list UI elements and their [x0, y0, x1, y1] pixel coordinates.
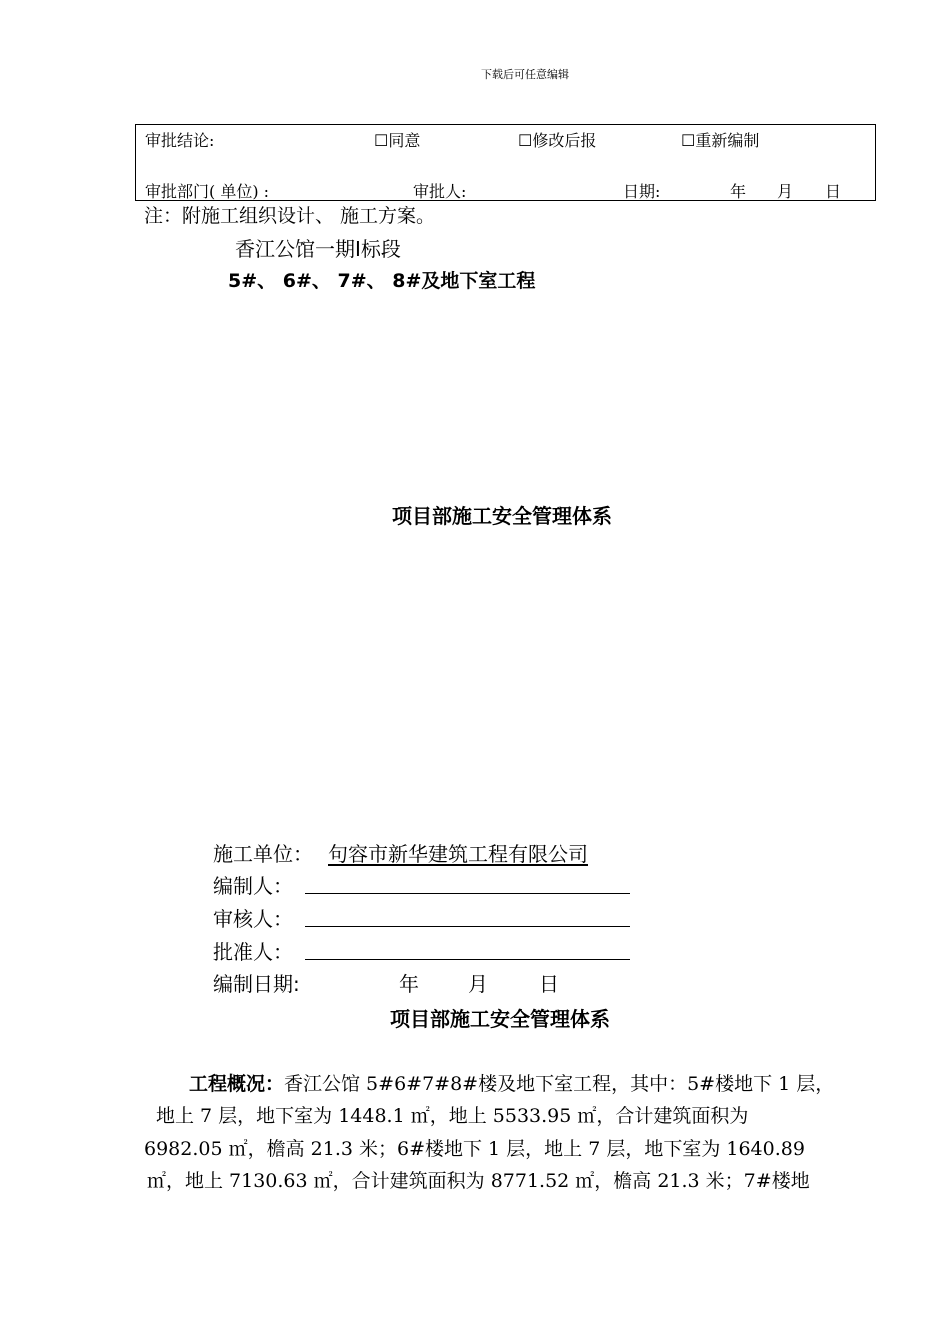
compiler-signature-line — [305, 893, 630, 894]
option-redo-checkbox[interactable]: ☐重新编制 — [681, 131, 760, 150]
overview-label: 工程概况： — [189, 1073, 285, 1095]
document-title: 项目部施工安全管理体系 — [392, 504, 612, 528]
page-header-note: 下载后可任意编辑 — [481, 68, 569, 81]
project-name-line1: 香江公馆一期Ⅰ标段 — [235, 237, 401, 261]
approver-label: 审批人: — [413, 182, 467, 201]
approver-signature-line — [305, 959, 630, 960]
reviewer-label: 审核人： — [213, 907, 293, 931]
project-name-line2: 5#、 6#、 7#、 8#及地下室工程 — [228, 270, 536, 292]
approver-sign-label: 批准人： — [213, 940, 293, 964]
compile-year: 年 — [399, 972, 419, 996]
approval-date-label: 日期: — [623, 182, 661, 201]
attachment-note: 注：附施工组织设计、 施工方案。 — [144, 205, 436, 227]
approval-year: 年 — [730, 182, 747, 201]
approval-day: 日 — [825, 182, 842, 201]
option-revise-checkbox[interactable]: ☐修改后报 — [518, 131, 597, 150]
approval-dept-label: 审批部门( 单位) : — [145, 182, 270, 201]
reviewer-signature-line — [305, 926, 630, 927]
overview-line-4: ㎡，地上 7130.63 ㎡，合计建筑面积为 8771.52 ㎡，檐高 21.3 米；7#楼地 — [147, 1170, 810, 1192]
overview-text-1: 香江公馆 5#6#7#8#楼及地下室工程，其中：5#楼地下 1 层， — [284, 1073, 835, 1095]
company-name: 句容市新华建筑工程有限公司 — [328, 842, 588, 866]
overview-line-3: 6982.05 ㎡，檐高 21.3 米；6#楼地下 1 层，地上 7 层，地下室为 1640.89 — [144, 1138, 805, 1160]
compile-date-label: 编制日期: — [213, 972, 300, 996]
overview-line-2: 地上 7 层，地下室为 1448.1 ㎡，地上 5533.95 ㎡，合计建筑面积为 — [156, 1105, 749, 1127]
approval-month: 月 — [777, 182, 794, 201]
approval-conclusion-label: 审批结论: — [145, 131, 215, 150]
option-agree-checkbox[interactable]: ☐同意 — [374, 131, 421, 150]
compile-day: 日 — [539, 972, 559, 996]
section-title: 项目部施工安全管理体系 — [390, 1007, 610, 1031]
compiler-label: 编制人： — [213, 874, 293, 898]
overview-line-1 — [189, 1069, 834, 1096]
compile-month: 月 — [468, 972, 488, 996]
company-label: 施工单位： — [213, 842, 313, 866]
